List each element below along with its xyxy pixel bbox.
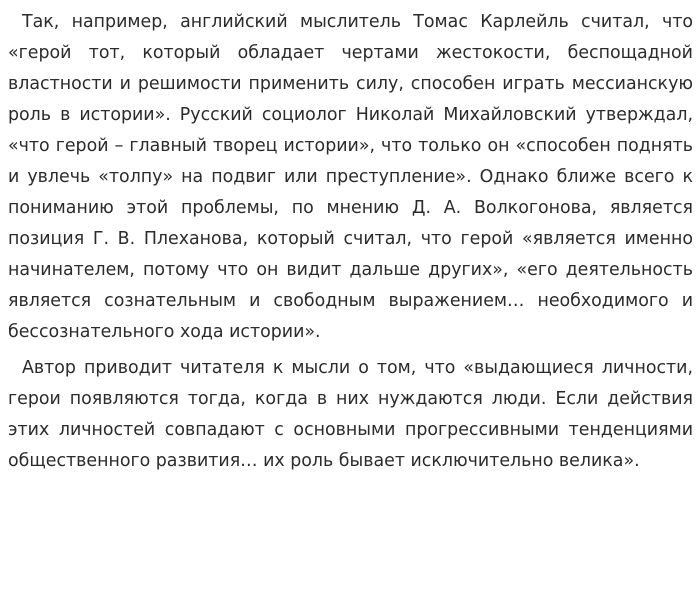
paragraph-1: Так, например, английский мыслитель Томас Карлейль считал, что «герой тот, который обладает чертами жестокости, беспощадной властности и решимости применить силу, способен играть мессианскую роль в истории». Русский социолог Николай Михайловский утверждал, «что герой – главный творец истории», что только он «способен поднять и увлечь «толпу» на подвиг или преступление». Однако ближе всего к пониманию этой проблемы, по мнению Д. А. Волкогонова, является позиция Г. В. Плеханова, который считал, что герой «является именно начинателем, потому что он видит дальше других», «его деятельность является сознательным и свободным выражением… необходимого и бессознательного хода истории». bbox=[8, 12, 693, 342]
document-body bbox=[8, 7, 693, 477]
paragraph-2: Автор приводит читателя к мысли о том, что «выдающиеся личности, герои появляются тогда, когда в них нуждаются люди. Если действия этих личностей совпадают с основными прогрессивными тенденциями общественного развития… их роль бывает исключительно велика». bbox=[8, 358, 693, 471]
